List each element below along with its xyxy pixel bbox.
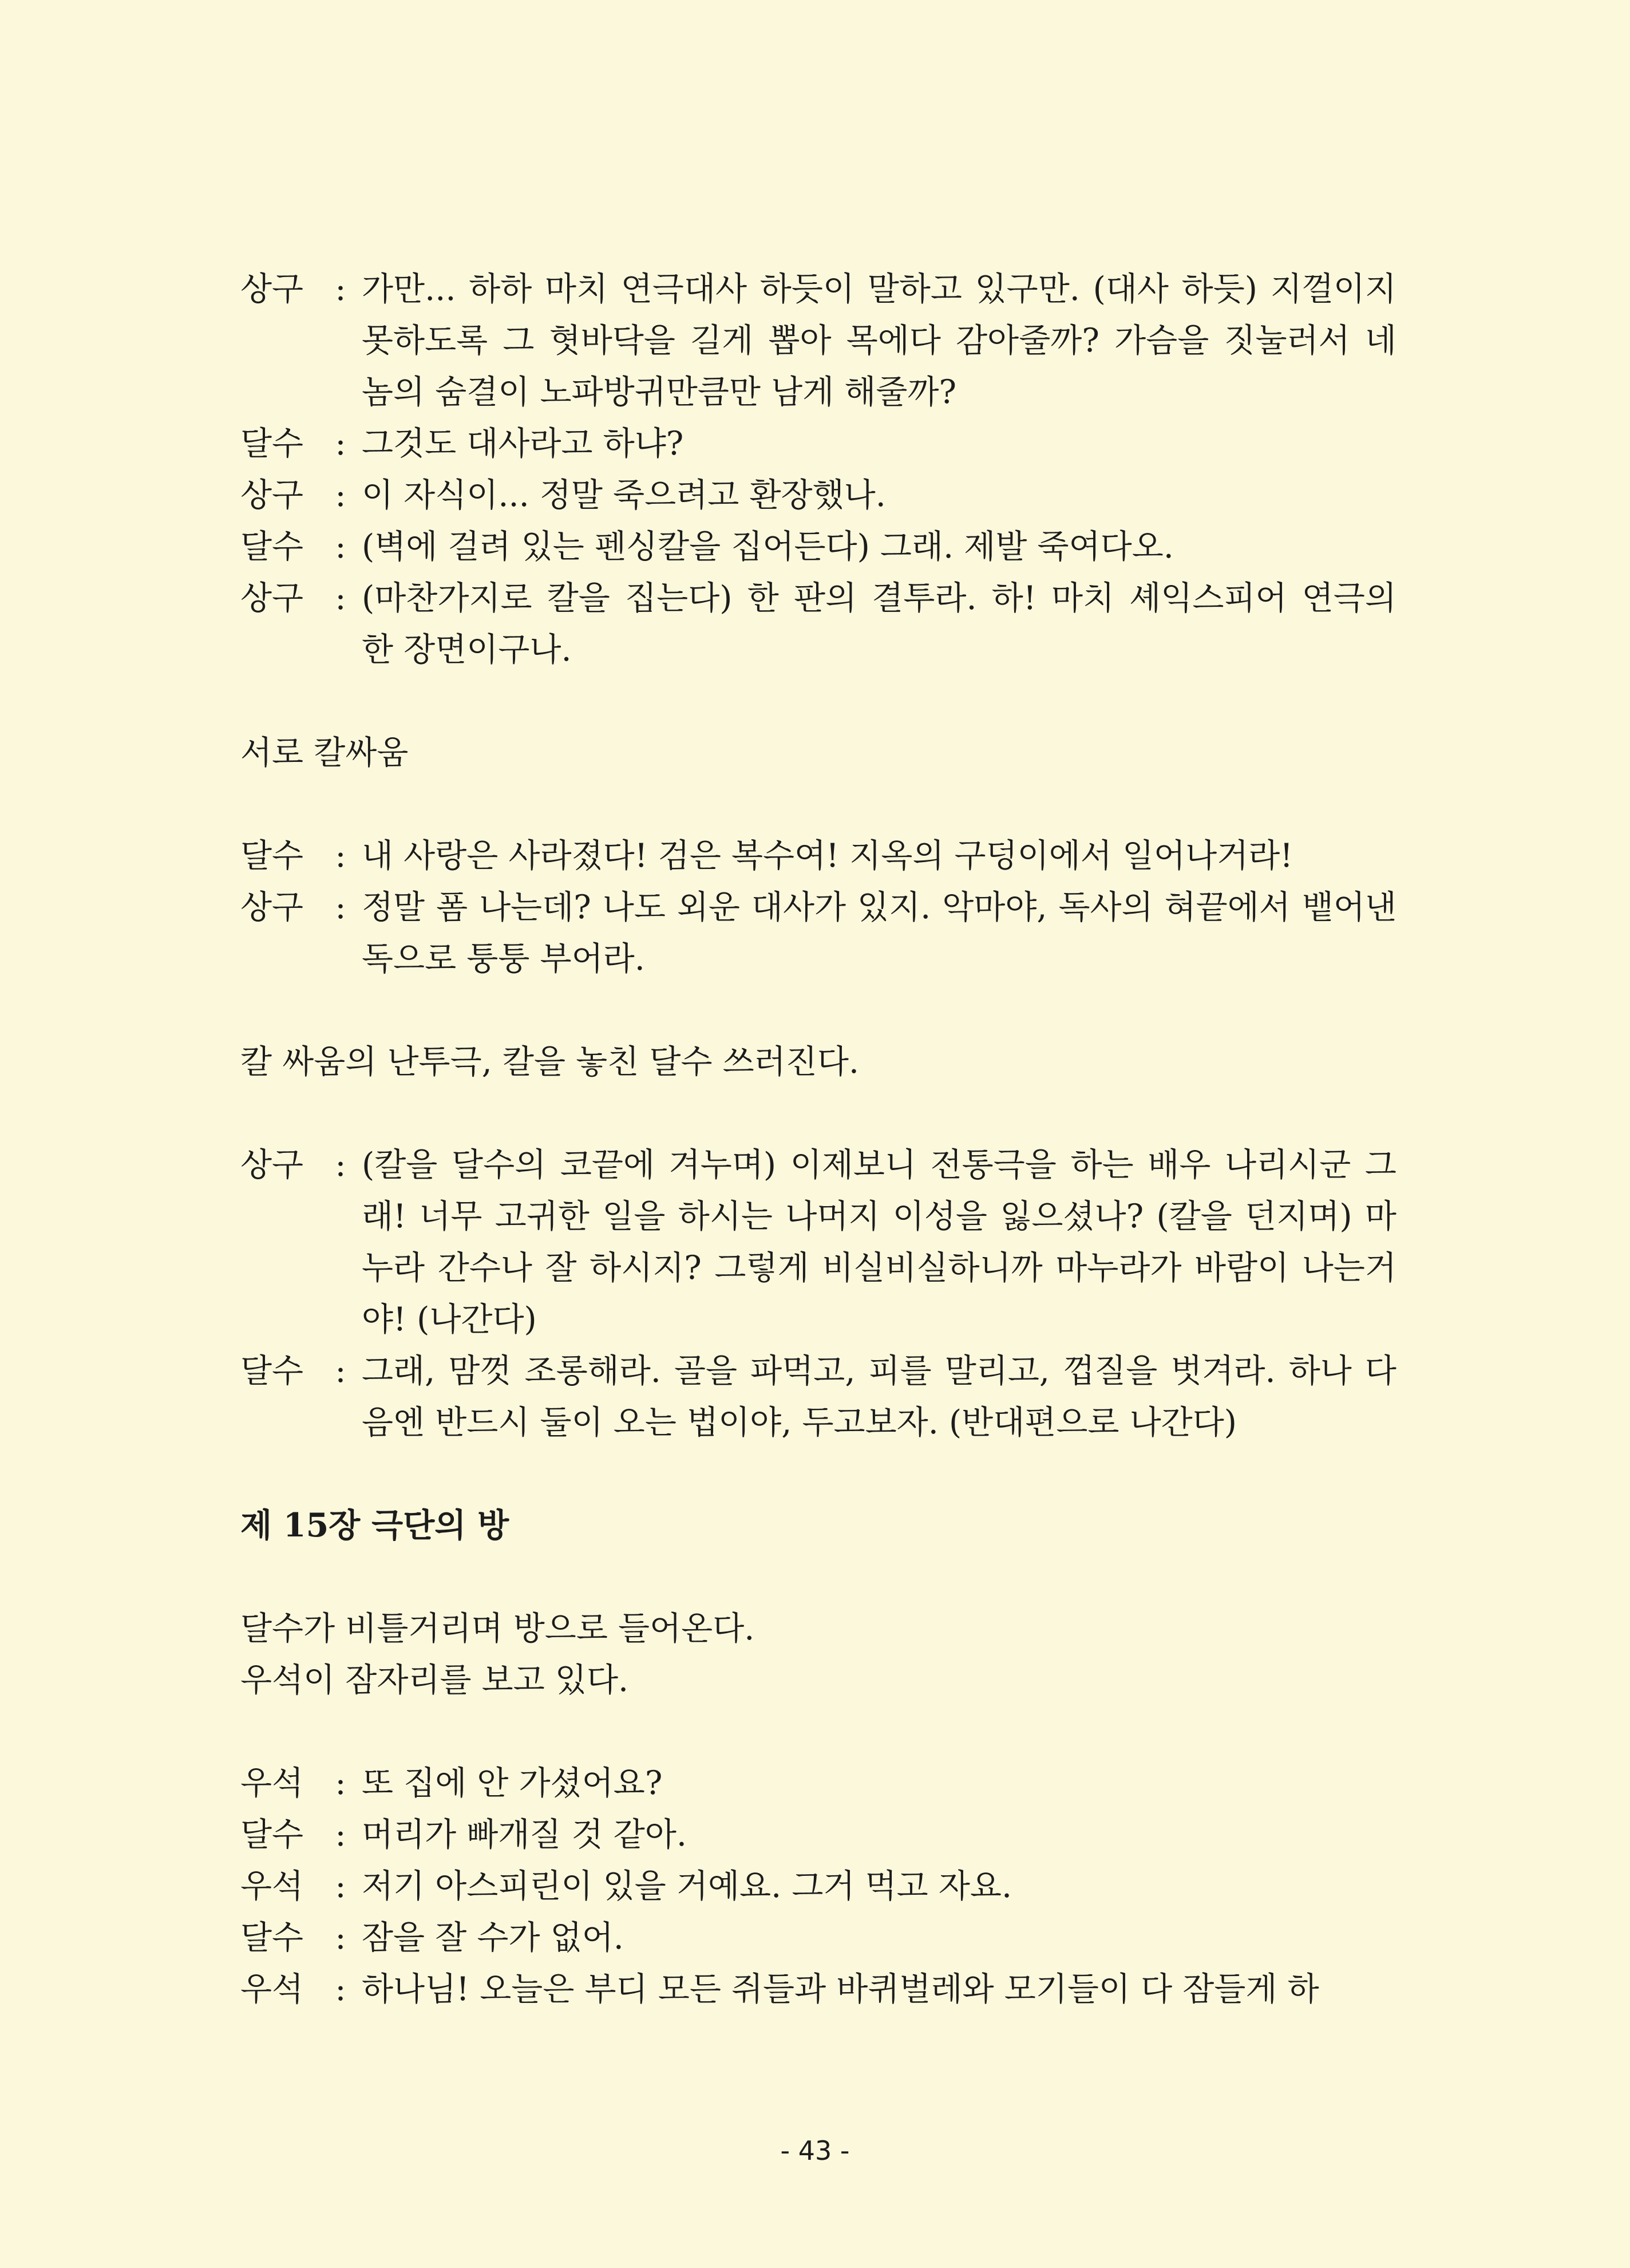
speaker-name: 우석 — [240, 1867, 304, 1905]
speech-text: 그래, 맘껏 조롱해라. 골을 파먹고, 피를 말리고, 껍질을 벗겨라. 하나 다음엔 반드시 둘이 오는 법이야, 두고보자. (반대편으로 나간다) — [362, 1352, 1396, 1441]
speaker-name: 상구 — [240, 476, 304, 514]
dialogue-line — [240, 1809, 1396, 1860]
speaker-name: 달수 — [240, 528, 304, 566]
speaker-name: 달수 — [240, 1919, 304, 1957]
blank-line — [240, 1706, 1396, 1757]
speaker-colon: : — [335, 1970, 346, 2008]
speech-text: 가만... 하하 마치 연극대사 하듯이 말하고 있구만. (대사 하듯) 지껄이지 못하도록 그 혓바닥을 길게 뽑아 목에다 감아줄까? 가슴을 짓눌러서 네 놈의 숨결이 노파방귀만큼만 남게 해줄까? — [362, 270, 1396, 411]
speaker-colon: : — [335, 837, 346, 875]
dialogue-line — [240, 263, 1396, 418]
dialogue-line — [240, 469, 1396, 521]
speaker-colon: : — [335, 579, 346, 617]
speaker-colon: : — [335, 1919, 346, 1957]
speech-text: (벽에 걸려 있는 펜싱칼을 집어든다) 그래. 제발 죽여다오. — [362, 528, 1174, 566]
speaker-colon: : — [335, 425, 346, 463]
speaker-colon: : — [335, 1867, 346, 1905]
speech-text: 하나님! 오늘은 부디 모든 쥐들과 바퀴벌레와 모기들이 다 잠들게 하 — [362, 1970, 1319, 2008]
dialogue-line — [240, 1345, 1396, 1448]
blank-line — [240, 1088, 1396, 1139]
dialogue-line — [240, 1139, 1396, 1345]
speaker-colon: : — [335, 1352, 346, 1390]
blank-line — [240, 1551, 1396, 1603]
speech-text: (마찬가지로 칼을 집는다) 한 판의 결투라. 하! 마치 셰익스피어 연극의 한 장면이구나. — [362, 579, 1396, 669]
scene-heading: 제 15장 극단의 방 — [240, 1506, 509, 1544]
speaker-name: 우석 — [240, 1970, 304, 2008]
speaker-name: 상구 — [240, 888, 304, 926]
speaker-name: 상구 — [240, 579, 304, 617]
speaker-name: 달수 — [240, 1352, 304, 1390]
speaker-colon: : — [335, 270, 346, 308]
speech-text: 또 집에 안 가셨어요? — [362, 1764, 663, 1802]
speaker-name: 상구 — [240, 270, 304, 308]
speaker-name: 달수 — [240, 837, 304, 875]
speaker-name: 달수 — [240, 425, 304, 463]
speech-text: 머리가 빠개질 것 같아. — [362, 1816, 687, 1854]
speech-text: 이 자식이... 정말 죽으려고 환장했나. — [362, 476, 886, 514]
speech-text: 잠을 잘 수가 없어. — [362, 1919, 624, 1957]
dialogue-line — [240, 1860, 1396, 1912]
speaker-colon: : — [335, 1816, 346, 1854]
speech-text: 내 사랑은 사라졌다! 검은 복수여! 지옥의 구덩이에서 일어나거라! — [362, 837, 1293, 875]
speaker-colon: : — [335, 1764, 346, 1802]
dialogue-line — [240, 1757, 1396, 1809]
speaker-colon: : — [335, 528, 346, 566]
speaker-name: 달수 — [240, 1816, 304, 1854]
stage-direction: 서로 칼싸움 — [240, 734, 409, 772]
blank-line — [240, 779, 1396, 830]
speech-text: 그것도 대사라고 하냐? — [362, 425, 684, 463]
stage-direction: 달수가 비틀거리며 방으로 들어온다. — [240, 1610, 755, 1647]
script-body — [240, 263, 1396, 2015]
stage-direction: 우석이 잠자리를 보고 있다. — [240, 1661, 629, 1699]
speaker-name: 우석 — [240, 1764, 304, 1802]
blank-line — [240, 675, 1396, 727]
blank-line — [240, 985, 1396, 1036]
dialogue-line — [240, 830, 1396, 882]
speaker-colon: : — [335, 1146, 346, 1184]
speech-text: 정말 폼 나는데? 나도 외운 대사가 있지. 악마야, 독사의 혀끝에서 뱉어낸 독으로 퉁퉁 부어라. — [362, 888, 1396, 978]
page-number: - 43 - — [780, 2135, 850, 2166]
dialogue-line — [240, 418, 1396, 469]
stage-direction: 칼 싸움의 난투극, 칼을 놓친 달수 쓰러진다. — [240, 1043, 860, 1081]
speech-text: 저기 아스피린이 있을 거예요. 그거 먹고 자요. — [362, 1867, 1012, 1905]
dialogue-line — [240, 521, 1396, 572]
speaker-name: 상구 — [240, 1146, 304, 1184]
speaker-colon: : — [335, 476, 346, 514]
dialogue-line — [240, 1912, 1396, 1963]
dialogue-line — [240, 572, 1396, 675]
blank-line — [240, 1448, 1396, 1500]
dialogue-line — [240, 1963, 1396, 2015]
speech-text: (칼을 달수의 코끝에 겨누며) 이제보니 전통극을 하는 배우 나리시군 그래! 너무 고귀한 일을 하시는 나머지 이성을 잃으셨나? (칼을 던지며) 마누라 간수나 잘 하시지? 그렇게 비실비실하니까 마누라가 바람이 나는거야! (나간다) — [362, 1146, 1396, 1338]
dialogue-line — [240, 882, 1396, 985]
speaker-colon: : — [335, 888, 346, 926]
